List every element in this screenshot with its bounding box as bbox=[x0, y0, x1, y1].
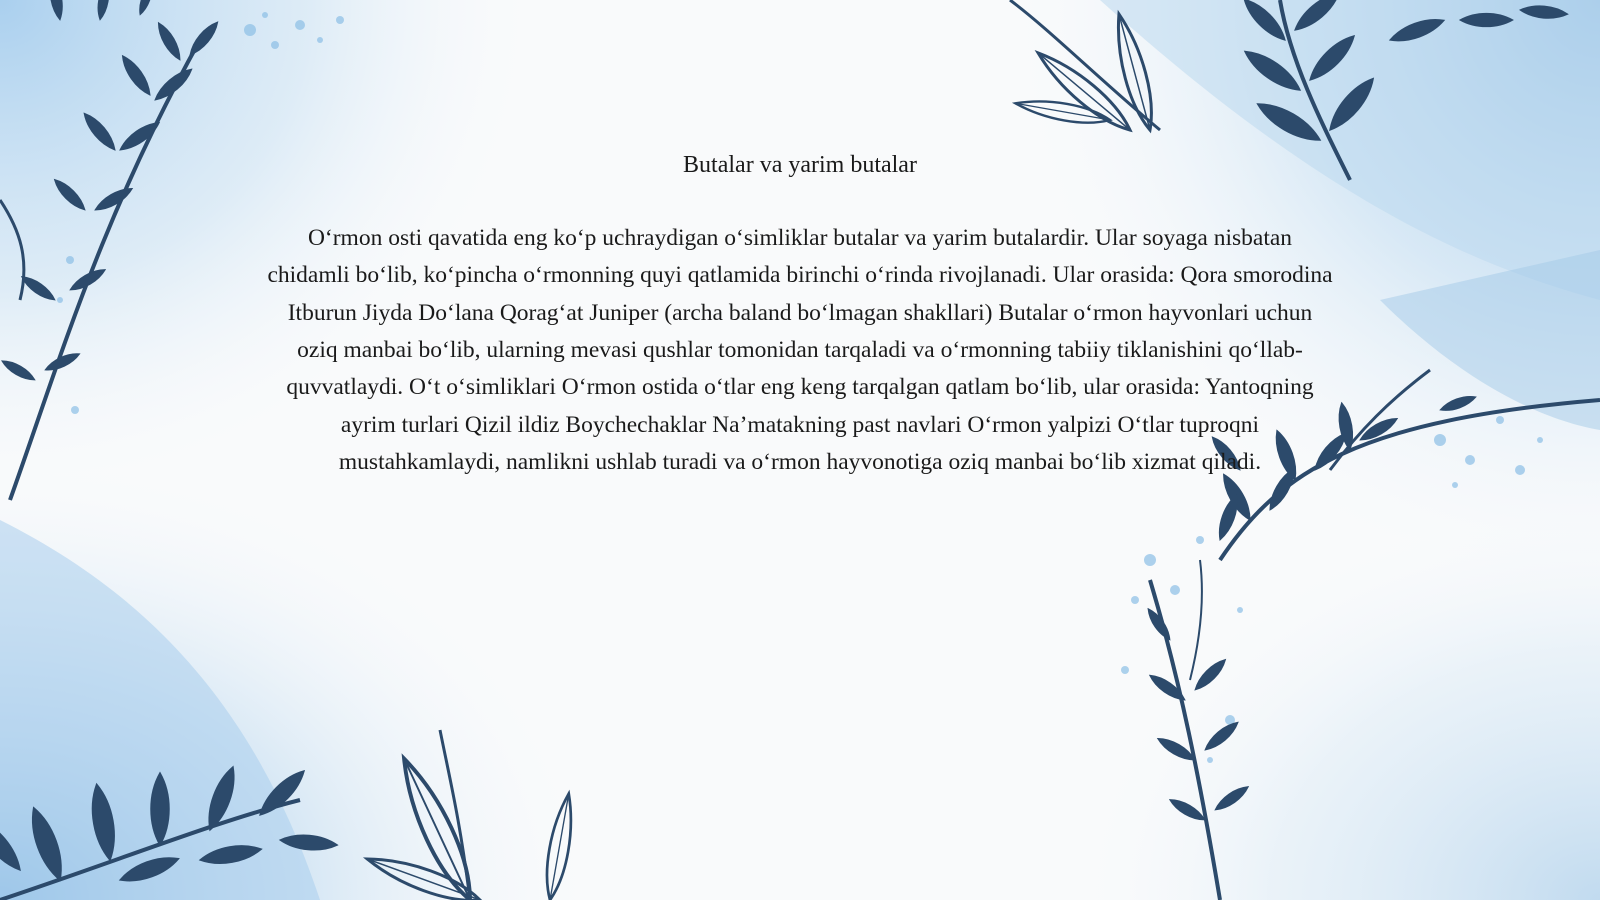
slide-content bbox=[265, 150, 1335, 481]
slide-body-text: O‘rmon osti qavatida eng ko‘p uchraydigan o‘simliklar butalar va yarim butalardir. Ular soyaga nisbatan chidamli bo‘lib, ko‘pincha o‘rmonning quyi qatlamida birinchi o‘rinda rivojlanadi. Ular orasida: Qora smorodina Itburun Jiyda Do‘lana Qorag‘at Juniper (archa baland bo‘lmagan shakllari) Butalar o‘rmon hayvonlari uchun oziq manbai bo‘lib, ularning mevasi qushlar tomonidan tarqaladi va o‘rmonning tabiiy tiklanishini qo‘llab-quvvatlaydi. O‘t o‘simliklari O‘rmon ostida o‘tlar eng keng tarqalgan qatlam bo‘lib, ular orasida: Yantoqning ayrim turlari Qizil ildiz Boychechaklar Na’matakning past navlari O‘rmon yalpizi O‘tlar tuproqni mustahkamlaydi, namlikni ushlab turadi va o‘rmon hayvonotiga oziq manbai bo‘lib xizmat qiladi. bbox=[267, 225, 1333, 475]
slide-title: Butalar va yarim butalar bbox=[683, 152, 917, 178]
